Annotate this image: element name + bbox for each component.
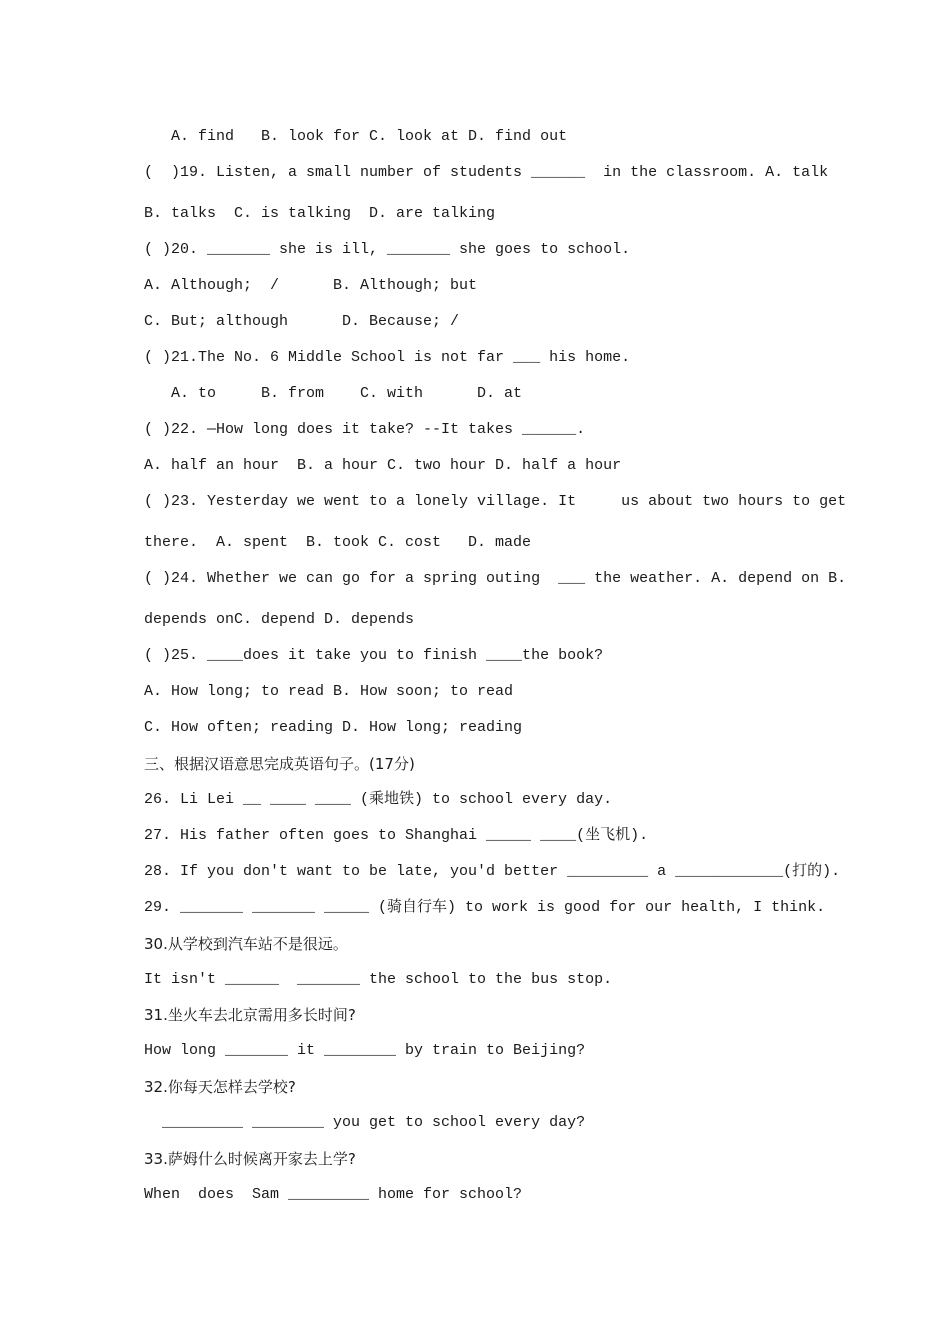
q18-options: A. find B. look for C. look at D. find out: [144, 128, 568, 145]
section-three-heading: 三、根据汉语意思完成英语句子。(17分): [144, 755, 415, 773]
q20-options-ab: A. Although; / B. Although; but: [144, 277, 478, 294]
q29-sentence: 29. _______ _______ _____ (骑自行车) to work is good for our health, I think.: [144, 899, 826, 916]
q28-sentence: 28. If you don't want to be late, you'd better _________ a ____________(打的).: [144, 863, 841, 880]
q25-question: ( )25. ____does it take you to finish ____the book?: [144, 647, 604, 664]
q27-sentence: 27. His father often goes to Shanghai _____ ____(坐飞机).: [144, 827, 649, 844]
q26-sentence: 26. Li Lei __ ____ ____ (乘地铁) to school every day.: [144, 791, 613, 808]
q32-chinese: 32.你每天怎样去学校?: [144, 1078, 296, 1096]
q23-question: ( )23. Yesterday we went to a lonely village. It us about two hours to get: [144, 493, 847, 510]
q20-options-cd: C. But; although D. Because; /: [144, 313, 460, 330]
q25-options-cd: C. How often; reading D. How long; reading: [144, 719, 523, 736]
q23-options: there. A. spent B. took C. cost D. made: [144, 534, 532, 551]
q22-question: ( )22. —How long does it take? --It takes ______.: [144, 421, 586, 438]
q22-options: A. half an hour B. a hour C. two hour D. half a hour: [144, 457, 622, 474]
q31-english: How long _______ it ________ by train to Beijing?: [144, 1042, 586, 1059]
q19-question: ( )19. Listen, a small number of students ______ in the classroom. A. talk: [144, 164, 829, 181]
q21-options: A. to B. from C. with D. at: [144, 385, 523, 402]
q30-chinese: 30.从学校到汽车站不是很远。: [144, 935, 348, 953]
q25-options-ab: A. How long; to read B. How soon; to read: [144, 683, 514, 700]
q31-chinese: 31.坐火车去北京需用多长时间?: [144, 1006, 356, 1024]
q24-options: depends onC. depend D. depends: [144, 611, 415, 628]
q24-question: ( )24. Whether we can go for a spring outing ___ the weather. A. depend on B.: [144, 570, 847, 587]
q32-english: _________ ________ you get to school every day?: [144, 1114, 586, 1131]
q20-question: ( )20. _______ she is ill, _______ she goes to school.: [144, 241, 631, 258]
q19-options: B. talks C. is talking D. are talking: [144, 205, 496, 222]
q33-chinese: 33.萨姆什么时候离开家去上学?: [144, 1150, 356, 1168]
q21-question: ( )21.The No. 6 Middle School is not far ___ his home.: [144, 349, 631, 366]
q33-english: When does Sam _________ home for school?: [144, 1186, 523, 1203]
q30-english: It isn't ______ _______ the school to the bus stop.: [144, 971, 613, 988]
